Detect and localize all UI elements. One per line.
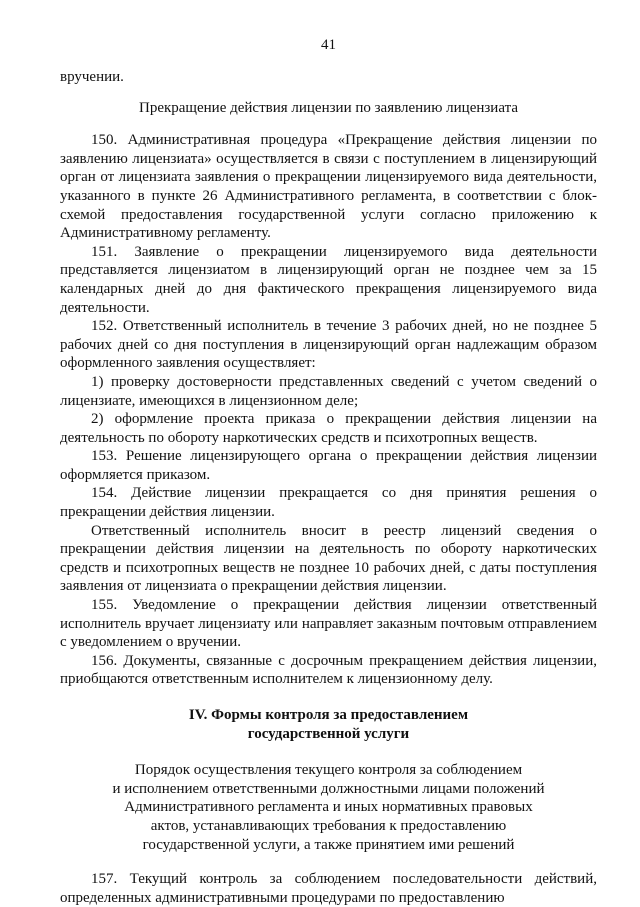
page-number: 41 bbox=[321, 37, 336, 53]
paragraph-151: 151. Заявление о прекращении лицензируемого вида деятельности представляется лицензиатом в лицензирующий орган не позднее чем за 15 календарных дней до дня фактического прекращения лицензируемого вида деятельности. bbox=[60, 243, 597, 316]
paragraph-152-item-2: 2) оформление проекта приказа о прекращении действия лицензии на деятельность по обороту наркотических средств и психотропных веществ. bbox=[60, 411, 597, 446]
subsection-heading-line-3: Административного регламента и иных нормативных правовых bbox=[124, 799, 533, 816]
subsection-heading-line-2: и исполнением ответственными должностными лицами положений bbox=[112, 780, 545, 797]
paragraph-155: 155. Уведомление о прекращении действия лицензии ответственный исполнитель вручает лицензиату или направляет заказным почтовым отправлением с уведомлением о вручении. bbox=[60, 597, 597, 651]
paragraph-150: 150. Административная процедура «Прекращение действия лицензии по заявлению лицензиата» осуществляется в связи с поступлением в лицензирующий орган от лицензиата заявления о прекращении лицензируемого вида деятельности, указанного в пункте 26 Административного регламента, в соответствии с блок-схемой предоставления государственной услуги согласно приложению к Административному регламенту. bbox=[60, 132, 597, 242]
section-iv-heading-line-2: государственной услуги bbox=[247, 725, 410, 742]
subsection-heading-line-1: Порядок осуществления текущего контроля за соблюдением bbox=[134, 762, 523, 779]
section-iv-heading-line-1: IV. Формы контроля за предоставлением bbox=[188, 707, 469, 723]
lead-in-text: вручении. bbox=[60, 69, 124, 85]
paragraph-152-item-1: 1) проверку достоверности представленных сведений с учетом сведений о лицензиате, имеющихся в лицензионном деле; bbox=[60, 373, 597, 409]
subsection-heading bbox=[60, 761, 597, 854]
paragraph-156: 156. Документы, связанные с досрочным прекращением действия лицензии, приобщаются ответственным исполнителем к лицензионному делу. bbox=[60, 652, 597, 688]
section-subtitle: Прекращение действия лицензии по заявлению лицензиата bbox=[139, 99, 518, 116]
section-iv-heading bbox=[60, 706, 597, 743]
paragraph-152: 152. Ответственный исполнитель в течение 3 рабочих дней, но не позднее 5 рабочих дней со дня поступления в лицензирующий орган надлежащим образом оформленного заявления осуществляет: bbox=[60, 318, 597, 372]
paragraph-154: 154. Действие лицензии прекращается со дня принятия решения о прекращении действия лицензии. bbox=[60, 485, 597, 521]
subsection-heading-line-5: государственной услуги, а также принятием ими решений bbox=[142, 836, 515, 853]
paragraph-154-continued: Ответственный исполнитель вносит в реестр лицензий сведения о прекращении действия лицензии на деятельность по обороту наркотических средств и психотропных веществ не позднее 10 рабочих дней, с даты поступления заявления от лицензиата о прекращении действия лицензии. bbox=[60, 522, 597, 595]
paragraph-157: 157. Текущий контроль за соблюдением последовательности действий, определенных административными процедурами по предоставлению bbox=[60, 871, 597, 906]
paragraph-153: 153. Решение лицензирующего органа о прекращении действия лицензии оформляется приказом. bbox=[60, 448, 597, 483]
subsection-heading-line-4: актов, устанавливающих требования к предоставлению bbox=[150, 817, 507, 834]
